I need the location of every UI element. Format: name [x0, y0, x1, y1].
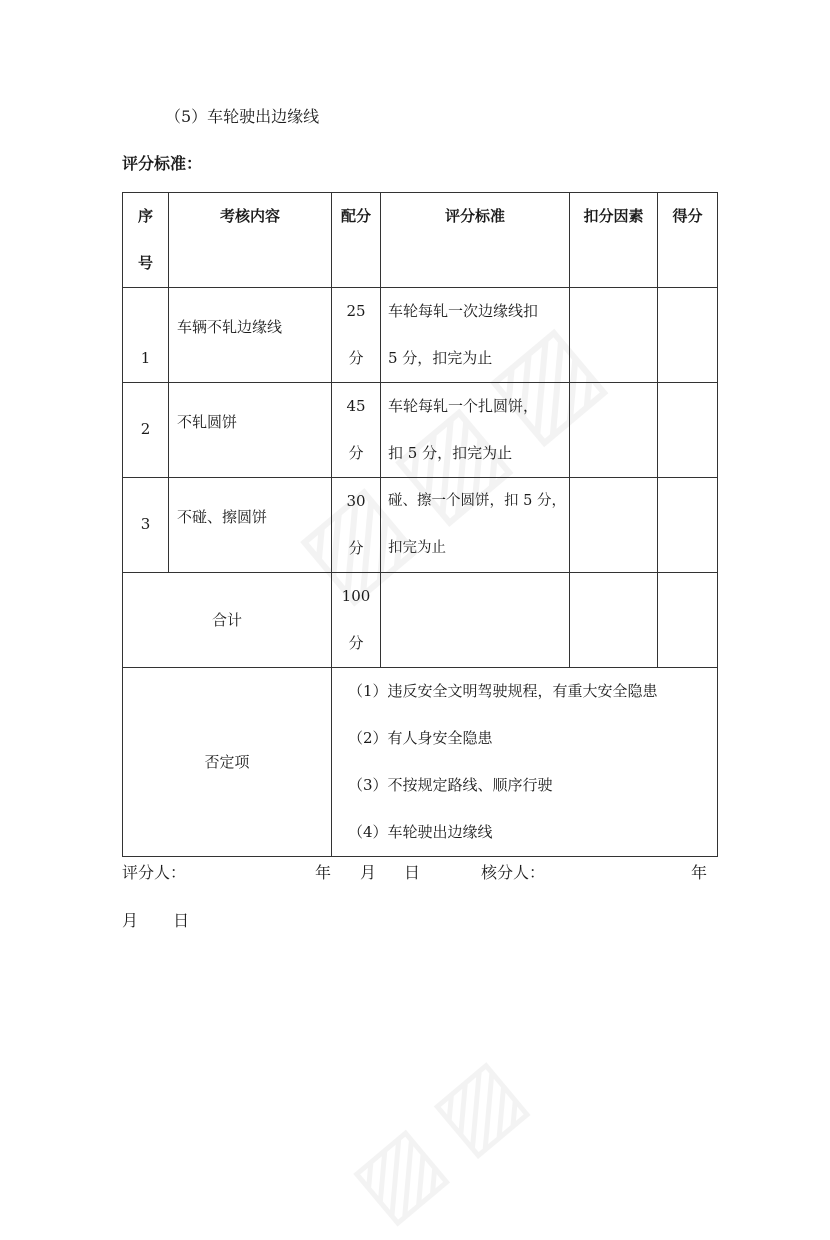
header-index: 序 号 — [123, 193, 169, 288]
row-score: 30 分 — [332, 478, 381, 573]
scorer-month: 月 — [360, 863, 377, 882]
veto-item: （3）不按规定路线、顺序行驶 — [348, 776, 553, 794]
row-got — [658, 478, 718, 573]
veto-item: （1）违反安全文明驾驶规程，有重大安全隐患 — [348, 682, 658, 700]
row-score: 45 分 — [332, 383, 381, 478]
row-deduction — [570, 478, 658, 573]
total-got — [658, 573, 718, 668]
section-heading: 评分标准： — [122, 154, 203, 173]
header-got: 得分 — [658, 193, 718, 288]
total-criteria — [381, 573, 570, 668]
checker-day: 日 — [173, 911, 190, 930]
row-criteria: 车轮每轧一个扎圆饼， 扣 5 分，扣完为止 — [381, 383, 570, 478]
row-index: 1 — [123, 288, 169, 383]
scorer-label: 评分人： — [122, 863, 187, 882]
row-got — [658, 288, 718, 383]
signature-line — [122, 860, 717, 882]
veto-row — [123, 668, 718, 857]
row-got — [658, 383, 718, 478]
table-row — [123, 478, 718, 573]
header-score: 配分 — [332, 193, 381, 288]
checker-label: 核分人： — [481, 863, 546, 882]
scoring-table — [122, 192, 718, 857]
row-score: 25 分 — [332, 288, 381, 383]
table-row — [123, 383, 718, 478]
row-index: 2 — [123, 383, 169, 478]
signature-line-cont — [122, 908, 219, 931]
veto-items — [332, 668, 718, 857]
row-content: 不碰、擦圆饼 — [169, 478, 332, 573]
header-content: 考核内容 — [169, 193, 332, 288]
row-content: 车辆不轧边缘线 — [169, 288, 332, 383]
scorer-day: 日 — [404, 863, 421, 882]
header-row — [123, 193, 718, 288]
checker-year: 年 — [691, 863, 708, 882]
watermark-bottom — [331, 1025, 559, 1240]
veto-item: （4）车轮驶出边缘线 — [348, 823, 493, 841]
row-criteria: 车轮每轧一次边缘线扣 5 分，扣完为止 — [381, 288, 570, 383]
row-content: 不轧圆饼 — [169, 383, 332, 478]
total-label: 合计 — [123, 573, 332, 668]
header-criteria: 评分标准 — [381, 193, 570, 288]
checker-month: 月 — [122, 911, 139, 930]
header-deduction: 扣分因素 — [570, 193, 658, 288]
row-index: 3 — [123, 478, 169, 573]
total-score: 100 分 — [332, 573, 381, 668]
scorer-year: 年 — [315, 863, 332, 882]
row-deduction — [570, 288, 658, 383]
veto-label: 否定项 — [123, 668, 332, 857]
row-deduction — [570, 383, 658, 478]
total-deduction — [570, 573, 658, 668]
intro-item: （5）车轮驶出边缘线 — [165, 107, 320, 126]
total-row — [123, 573, 718, 668]
row-criteria: 碰、擦一个圆饼，扣 5 分， 扣完为止 — [381, 478, 570, 573]
veto-item: （2）有人身安全隐患 — [348, 729, 493, 747]
table-row — [123, 288, 718, 383]
